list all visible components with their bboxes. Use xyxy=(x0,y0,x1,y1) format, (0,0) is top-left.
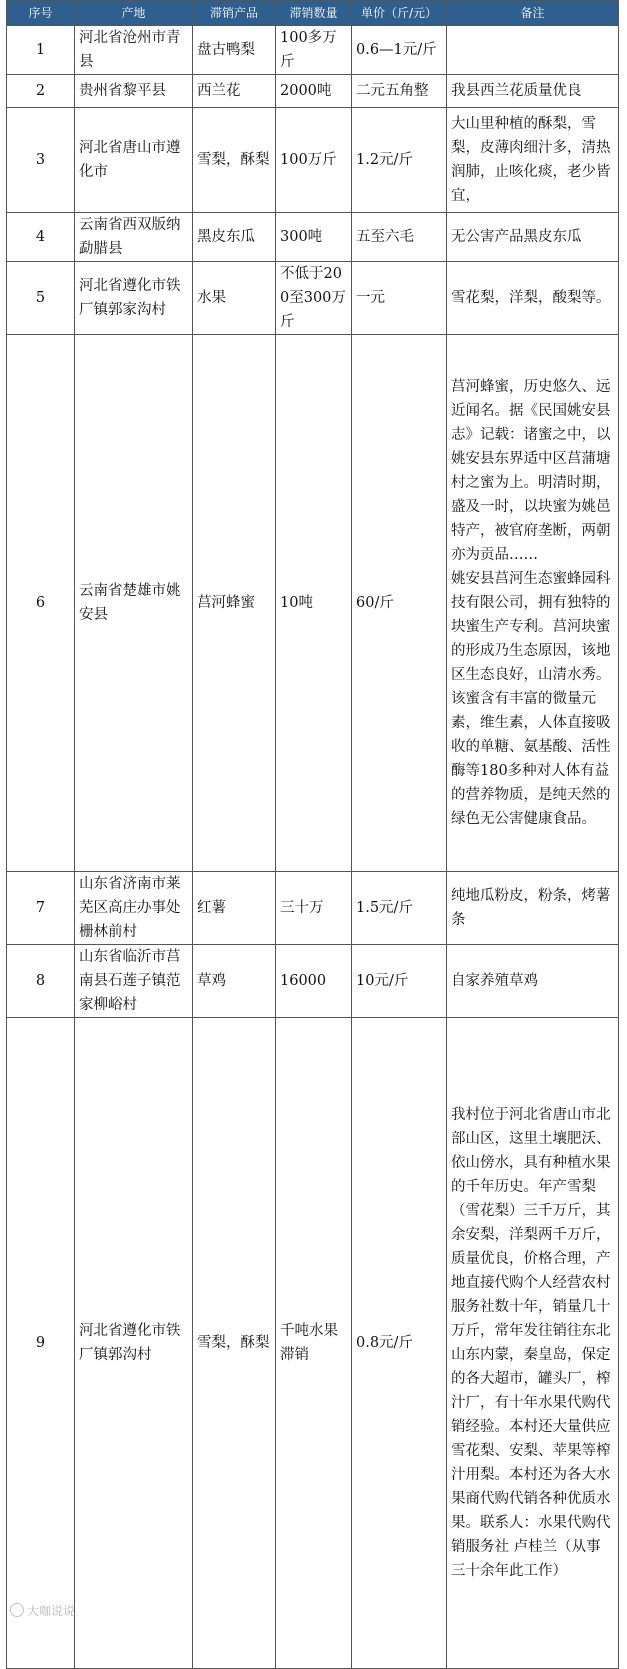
cell-remark: 纯地瓜粉皮，粉条，烤薯条 xyxy=(447,872,619,945)
cell-quantity: 不低于200至300万斤 xyxy=(276,262,352,335)
cell-quantity: 千吨水果滞销 xyxy=(276,1018,352,1669)
cell-price: 60/斤 xyxy=(352,335,447,872)
header-origin: 产地 xyxy=(75,1,193,26)
cell-quantity: 16000 xyxy=(276,945,352,1018)
cell-quantity: 10吨 xyxy=(276,335,352,872)
cell-product: 红薯 xyxy=(193,872,276,945)
cell-price: 二元五角整 xyxy=(352,75,447,108)
table-row xyxy=(7,108,619,213)
cell-no: 2 xyxy=(7,75,75,108)
header-remark: 备注 xyxy=(447,1,619,26)
cell-no: 4 xyxy=(7,213,75,262)
cell-quantity: 100多万斤 xyxy=(276,26,352,75)
cell-quantity: 300吨 xyxy=(276,213,352,262)
table-row xyxy=(7,26,619,75)
cell-no: 6 xyxy=(7,335,75,872)
cell-remark xyxy=(447,26,619,75)
cell-price: 0.6—1元/斤 xyxy=(352,26,447,75)
cell-origin: 河北省遵化市铁厂镇郭沟村 xyxy=(75,1018,193,1669)
cell-price: 1.5元/斤 xyxy=(352,872,447,945)
cell-remark: 自家养殖草鸡 xyxy=(447,945,619,1018)
table-row xyxy=(7,1018,619,1669)
cell-origin: 山东省临沂市莒南县石莲子镇范家柳峪村 xyxy=(75,945,193,1018)
cell-remark: 莒河蜂蜜，历史悠久、远近闻名。据《民国姚安县志》记载：诸蜜之中，以姚安县东界适中区莒蒲塘村之蜜为上。明清时期，盛及一时，以块蜜为姚邑特产，被官府垄断，两朝亦为贡品…… 姚安县莒河生态蜜蜂园科技有限公司，拥有独特的块蜜生产专利。莒河块蜜的形成乃生态原因，该地区生态良好，山清水秀。该蜜含有丰富的微量元素，维生素，人体直接吸收的单糖、氨基酸、活性酶等180多种对人体有益的营养物质，是纯天然的绿色无公害健康食品。 xyxy=(447,335,619,872)
header-price: 单价（斤/元） xyxy=(352,1,447,26)
cell-no: 3 xyxy=(7,108,75,213)
table-row xyxy=(7,335,619,872)
weibo-logo-icon xyxy=(10,1603,24,1617)
cell-no: 1 xyxy=(7,26,75,75)
cell-remark: 我村位于河北省唐山市北部山区，这里土壤肥沃、依山傍水，具有种植水果的千年历史。年产雪梨（雪花梨）三千万斤，其余安梨，洋梨两千万斤，质量优良，价格合理，产地直接代购个人经营农村服务社数十年，销量几十万斤，常年发往销往东北山东内蒙，秦皇岛，保定的各大超市，罐头厂，榨汁厂，有十年水果代购代销经验。本村还大量供应雪花梨、安梨、苹果等榨汁用梨。本村还为各大水果商代购代销各种优质水果。联系人：水果代购代销服务社 卢桂兰（从事三十余年此工作） xyxy=(447,1018,619,1669)
table-row xyxy=(7,213,619,262)
cell-remark: 无公害产品黑皮东瓜 xyxy=(447,213,619,262)
header-no: 序号 xyxy=(7,1,75,26)
table-row xyxy=(7,872,619,945)
cell-price: 一元 xyxy=(352,262,447,335)
table-header-row xyxy=(7,1,619,26)
watermark-text: 大咖说说 xyxy=(27,1604,76,1618)
header-product: 滞销产品 xyxy=(193,1,276,26)
cell-remark: 大山里种植的酥梨，雪梨，皮薄肉细汁多，清热润肺，止咳化痰，老少皆宜， xyxy=(447,108,619,213)
table-row xyxy=(7,262,619,335)
cell-origin: 云南省西双版纳勐腊县 xyxy=(75,213,193,262)
cell-product: 草鸡 xyxy=(193,945,276,1018)
cell-quantity: 三十万 xyxy=(276,872,352,945)
cell-origin: 河北省遵化市铁厂镇郭家沟村 xyxy=(75,262,193,335)
cell-product: 盘古鸭梨 xyxy=(193,26,276,75)
unsold-products-table xyxy=(6,0,619,1669)
cell-product: 雪梨，酥梨 xyxy=(193,108,276,213)
cell-origin: 河北省沧州市青县 xyxy=(75,26,193,75)
cell-quantity: 100万斤 xyxy=(276,108,352,213)
watermark xyxy=(10,1602,75,1619)
cell-price: 五至六毛 xyxy=(352,213,447,262)
cell-quantity: 2000吨 xyxy=(276,75,352,108)
cell-product: 西兰花 xyxy=(193,75,276,108)
cell-price: 1.2元/斤 xyxy=(352,108,447,213)
cell-product: 黑皮东瓜 xyxy=(193,213,276,262)
cell-product: 雪梨，酥梨 xyxy=(193,1018,276,1669)
cell-no: 7 xyxy=(7,872,75,945)
cell-remark: 我县西兰花质量优良 xyxy=(447,75,619,108)
cell-no: 9 xyxy=(7,1018,75,1669)
cell-remark: 雪花梨，洋梨，酸梨等。 xyxy=(447,262,619,335)
header-quantity: 滞销数量 xyxy=(276,1,352,26)
table-row xyxy=(7,945,619,1018)
cell-origin: 河北省唐山市遵化市 xyxy=(75,108,193,213)
cell-no: 8 xyxy=(7,945,75,1018)
cell-price: 0.8元/斤 xyxy=(352,1018,447,1669)
cell-price: 10元/斤 xyxy=(352,945,447,1018)
table-row xyxy=(7,75,619,108)
cell-no: 5 xyxy=(7,262,75,335)
cell-origin: 山东省济南市莱芜区高庄办事处栅林前村 xyxy=(75,872,193,945)
cell-product: 莒河蜂蜜 xyxy=(193,335,276,872)
cell-product: 水果 xyxy=(193,262,276,335)
cell-origin: 贵州省黎平县 xyxy=(75,75,193,108)
cell-origin: 云南省楚雄市姚安县 xyxy=(75,335,193,872)
